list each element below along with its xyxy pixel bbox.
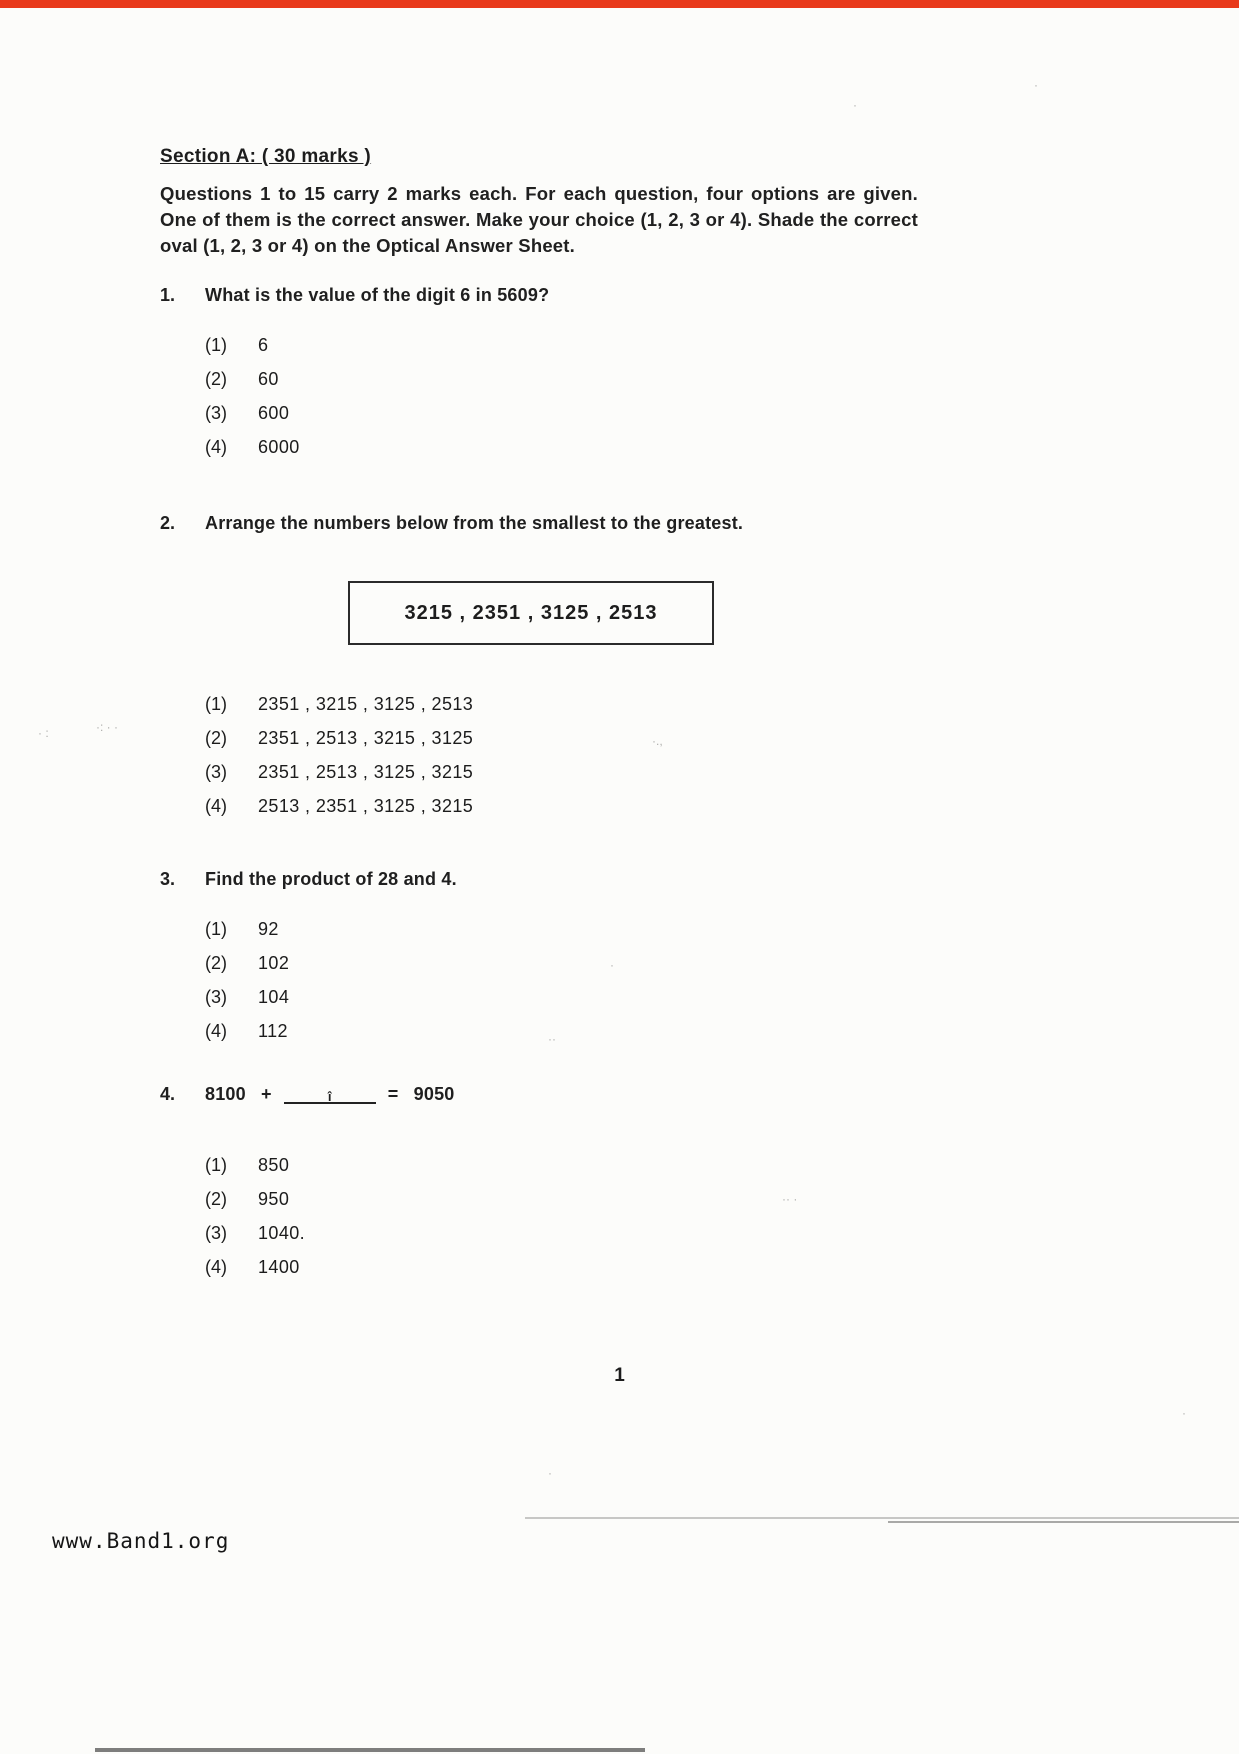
option-label: (3) <box>205 403 227 423</box>
option-label: (2) <box>205 369 227 389</box>
option-label: (3) <box>205 1223 227 1243</box>
option-value: 850 <box>258 1155 290 1175</box>
option-value: 6 <box>258 335 269 355</box>
section-heading: Section A: ( 30 marks ) <box>160 146 372 167</box>
answer-blank <box>284 1084 376 1104</box>
scan-artifact: ·· · <box>782 1192 798 1206</box>
option-row <box>205 1189 305 1210</box>
expression-prefix: 8100 + <box>205 1084 272 1104</box>
option-value: 2351 , 3215 , 3125 , 2513 <box>258 694 474 714</box>
question-3 <box>160 869 457 890</box>
question-2-options <box>205 694 473 830</box>
option-value: 104 <box>258 987 290 1007</box>
scan-divider-line <box>525 1517 1239 1519</box>
option-value: 1400 <box>258 1257 300 1277</box>
option-row <box>205 369 300 390</box>
scan-artifact: ·· <box>548 1032 556 1046</box>
scan-artifact: · <box>610 958 614 972</box>
option-value: 600 <box>258 403 290 423</box>
option-label: (3) <box>205 987 227 1007</box>
option-row <box>205 953 289 974</box>
option-row <box>205 1223 305 1244</box>
question-number: 2. <box>160 513 176 533</box>
option-value: 92 <box>258 919 279 939</box>
option-row <box>205 796 473 817</box>
expression-suffix: = 9050 <box>387 1084 455 1104</box>
scan-artifact: · <box>1034 78 1038 92</box>
option-label: (1) <box>205 694 227 714</box>
option-row <box>205 919 289 940</box>
question-3-options <box>205 919 289 1055</box>
option-label: (2) <box>205 953 227 973</box>
option-value: 102 <box>258 953 290 973</box>
option-label: (4) <box>205 437 227 457</box>
scan-artifact: ·., <box>652 734 663 748</box>
option-row <box>205 762 473 783</box>
option-label: (4) <box>205 1257 227 1277</box>
option-label: (1) <box>205 1155 227 1175</box>
option-row <box>205 694 473 715</box>
question-number: 3. <box>160 869 176 889</box>
option-label: (1) <box>205 919 227 939</box>
question-4 <box>160 1084 455 1105</box>
option-label: (3) <box>205 762 227 782</box>
option-row <box>205 335 300 356</box>
question-text: Find the product of 28 and 4. <box>205 869 457 889</box>
option-label: (2) <box>205 1189 227 1209</box>
option-label: (1) <box>205 335 227 355</box>
option-value: 950 <box>258 1189 290 1209</box>
option-row <box>205 1155 305 1176</box>
blank-mark: î <box>327 1089 332 1104</box>
option-row <box>205 728 473 749</box>
option-row <box>205 987 289 1008</box>
page-number: 1 <box>614 1365 625 1386</box>
scan-top-red-bar <box>0 0 1239 8</box>
question-text: Arrange the numbers below from the smallest to the greatest. <box>205 513 744 533</box>
option-row <box>205 1021 289 1042</box>
option-value: 1040. <box>258 1223 306 1243</box>
scan-artifact: · <box>853 98 857 112</box>
scan-artifact: · <box>1182 1406 1186 1420</box>
option-row <box>205 437 300 458</box>
option-row <box>205 403 300 424</box>
scan-bottom-smudge <box>95 1748 645 1752</box>
option-row <box>205 1257 305 1278</box>
scan-artifact: · <box>548 1466 552 1480</box>
option-label: (4) <box>205 796 227 816</box>
option-value: 6000 <box>258 437 300 457</box>
question-4-options <box>205 1155 305 1291</box>
question-1 <box>160 285 549 306</box>
question-2-number-box: 3215 , 2351 , 3125 , 2513 <box>348 581 714 645</box>
question-1-options <box>205 335 300 471</box>
option-value: 112 <box>258 1021 288 1041</box>
option-label: (4) <box>205 1021 227 1041</box>
scan-artifact: ·: · · <box>96 720 118 734</box>
scan-divider-line-dark <box>888 1521 1239 1523</box>
question-2 <box>160 513 743 534</box>
option-value: 60 <box>258 369 279 389</box>
question-4-expression <box>205 1084 455 1104</box>
scan-artifact: · : <box>38 726 49 740</box>
question-number: 1. <box>160 285 176 305</box>
section-instructions: Questions 1 to 15 carry 2 marks each. For each question, four options are given. One of them is the correct answer. Make your choice (1, 2, 3 or 4). Shade the correct oval (1, 2, 3 or 4) on the Optical Answer Sheet. <box>160 183 918 256</box>
footer-url: www.Band1.org <box>52 1529 230 1553</box>
question-number: 4. <box>160 1084 176 1104</box>
question-text: What is the value of the digit 6 in 5609? <box>205 285 550 305</box>
option-value: 2351 , 2513 , 3125 , 3215 <box>258 762 474 782</box>
option-value: 2351 , 2513 , 3215 , 3125 <box>258 728 474 748</box>
option-label: (2) <box>205 728 227 748</box>
option-value: 2513 , 2351 , 3125 , 3215 <box>258 796 474 816</box>
